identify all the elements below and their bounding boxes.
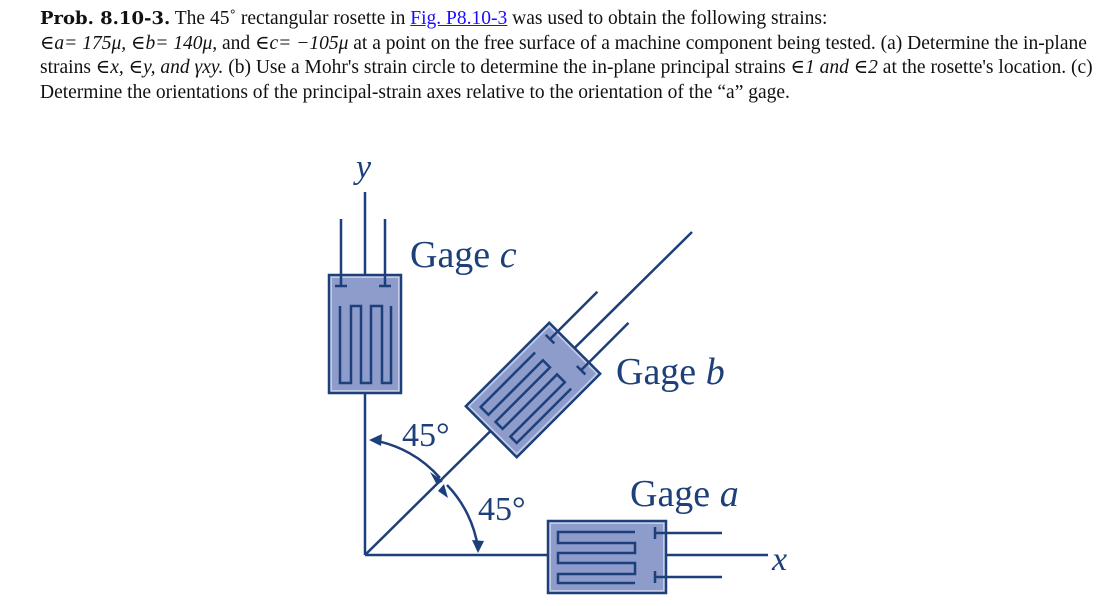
intro-text: The 45˚ rectangular rosette in xyxy=(170,8,411,29)
strain-b: ∈b= 140μ, xyxy=(131,32,218,54)
x-axis-label: x xyxy=(772,541,788,578)
problem-label: Prob. 8.10-3. xyxy=(40,8,171,29)
principal-strain-vars: ∈1 and ∈2 xyxy=(790,57,878,78)
angle-label-top: 45° xyxy=(402,417,450,454)
gage-a xyxy=(548,521,722,593)
gage-c-label: Gage c xyxy=(410,234,517,276)
strain-c: ∈c= −105μ xyxy=(255,32,349,54)
gage-b-label: Gage b xyxy=(616,351,725,393)
and-text: and xyxy=(217,32,256,54)
strain-a: ∈a= 175μ, xyxy=(40,32,127,54)
y-axis-label: y xyxy=(356,149,372,186)
gage-letter: c xyxy=(499,234,517,276)
gage-letter: a xyxy=(719,473,739,515)
figure-link[interactable]: Fig. P8.10-3 xyxy=(410,8,508,29)
gage-letter: b xyxy=(705,351,725,393)
in-plane-strain-vars: ∈x, ∈y, and γxy. xyxy=(95,57,224,78)
part-b-text: (b) Use a Mohr's strain circle to determine the in-plane principal strains xyxy=(223,57,791,78)
gage-a-label: Gage a xyxy=(630,473,739,515)
angle-label-bottom: 45° xyxy=(478,491,526,528)
angle-arc-bottom xyxy=(447,485,478,548)
intro-text-2: was used to obtain the following strains: xyxy=(507,8,828,29)
problem-body: at a point on the free surface of a machine component being tested. (a) Determine the in-plane strains xyxy=(40,32,1087,78)
part-c-text: at the rosette's location. (c) Determine the orientations of the principal-strain axes relative to the orientation of the “a” gage. xyxy=(40,57,1093,103)
